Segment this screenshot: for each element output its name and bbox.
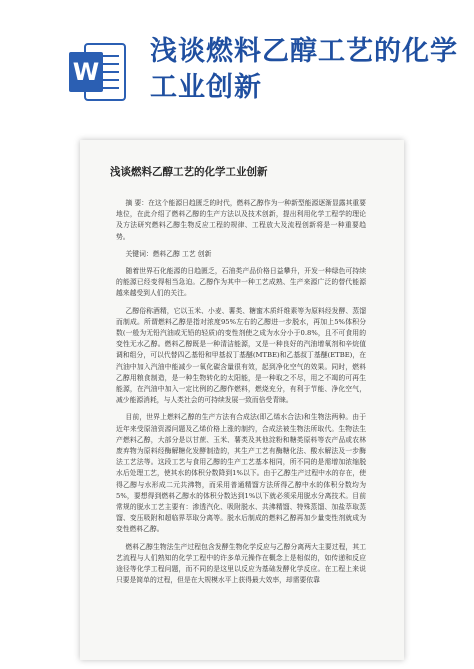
body-paragraph: 目前，世界上燃料乙醇的生产方法有合成法(即乙烯水合法)和生物法两种。由于近年来受原油资源问题及乙烯价格上涨的制约，合成法被生物法所取代。生物法生产燃料乙醇，大部分是以甘蔗、玉米、薯类及其他淀粉和糖类原料等农产品或农林废弃物为原料经酶解糖化发酵制造的，其生产工艺有酶糖化法、酸水解法及一步酶法工艺法等。这段工艺与食用乙醇的生产工艺基本相同，所不同的是需增加浓缩脱水后处理工艺，使其水的体积分数降到1%以下。由于乙醇生产过程中水的存在，使得乙醇与水形成二元共沸物，而采用普通精馏方法所得乙醇中水的体积分数均为5%，要想得到燃料乙醇水的体积分数达到1%以下就必须采用脱水分离技术。目前常规的脱水工艺主要有：渗透汽化、吸附脱水、共沸精馏、特殊蒸馏、加盐萃取蒸馏、变压吸附和超临界萃取分离等。脱水后制成的燃料乙醇再加少量变性剂就成为变性燃料乙醇。 [116,413,366,534]
document-body [116,198,366,593]
svg-text:W: W [72,58,100,86]
document-header [0,0,474,120]
document-title: 浅谈燃料乙醇工艺的化学工业创新 [110,166,268,178]
body-paragraph: 燃料乙醇生物法生产过程包含发酵生物化学反应与乙醇分离两大主要过程，其工艺流程与人们熟知的化学工程中的许多单元操作在概念上是相似的，如传递和反应途径等化学工程问题，而不同的是这里以反应为基础发酵化学反应。在工程上来说只要是简单的过程，但是在大规模水平上获得最大效率，却需要依靠 [116,542,366,585]
document-page [80,140,404,660]
keywords-paragraph: 关键词：燃料乙醇 工艺 创新 [125,249,212,258]
body-paragraph: 乙醇俗称酒精，它以玉米、小麦、薯类、糖蜜木质纤维素等为原料经发酵、蒸馏而制成。所谓燃料乙醇是指对浓度95%左右的乙醇进一步脱水，再加上5%体积分数(一般为无铅汽油或无铅的轻质)的变性剂使之成为水分小于0.8%，且不可食用的变性无水乙醇。燃料乙醇既是一种清洁能源，又是一种良好的汽油增氧剂和辛烷值调和组分，可以代替四乙基铅和甲基叔丁基醚(MTBE)和乙基叔丁基醚(ETBE)，在汽油中加入汽油中能减少一氧化碳含量很有效，起到净化空气的效果。同时，燃料乙醇用粮食制造，是一种生物转化的太阳能，是一种取之不尽，用之不竭的可再生能源，在汽油中加入一定比例的乙醇作燃料，燃烧充分，有利于节能、净化空气，减少能源消耗，与人类社会的可持续发展一致而倍受青睐。 [116,306,366,405]
abstract-paragraph: 摘 要：在这个能源日趋匮乏的时代，燃料乙醇作为一种新型能源逐渐显露其重要地位，在此介绍了燃料乙醇的生产方法以及技术创新，提出利用化学工程学的理论及方法研究燃料乙醇生物反应工程的规律、工程放大及流程创新将是一种重要趋势。 [116,199,366,241]
body-paragraph: 随着世界石化能源的日趋匮乏，石油类产品价格日益攀升，开发一种绿色可持续的能源已经变得相当急迫。乙醇作为其中一种工艺成熟、生产来源广泛的替代能源越来越受到人们的关注。 [116,267,366,298]
page-title: 浅谈燃料乙醇工艺的化学工业创新 [150,36,458,103]
word-document-icon [67,40,129,104]
